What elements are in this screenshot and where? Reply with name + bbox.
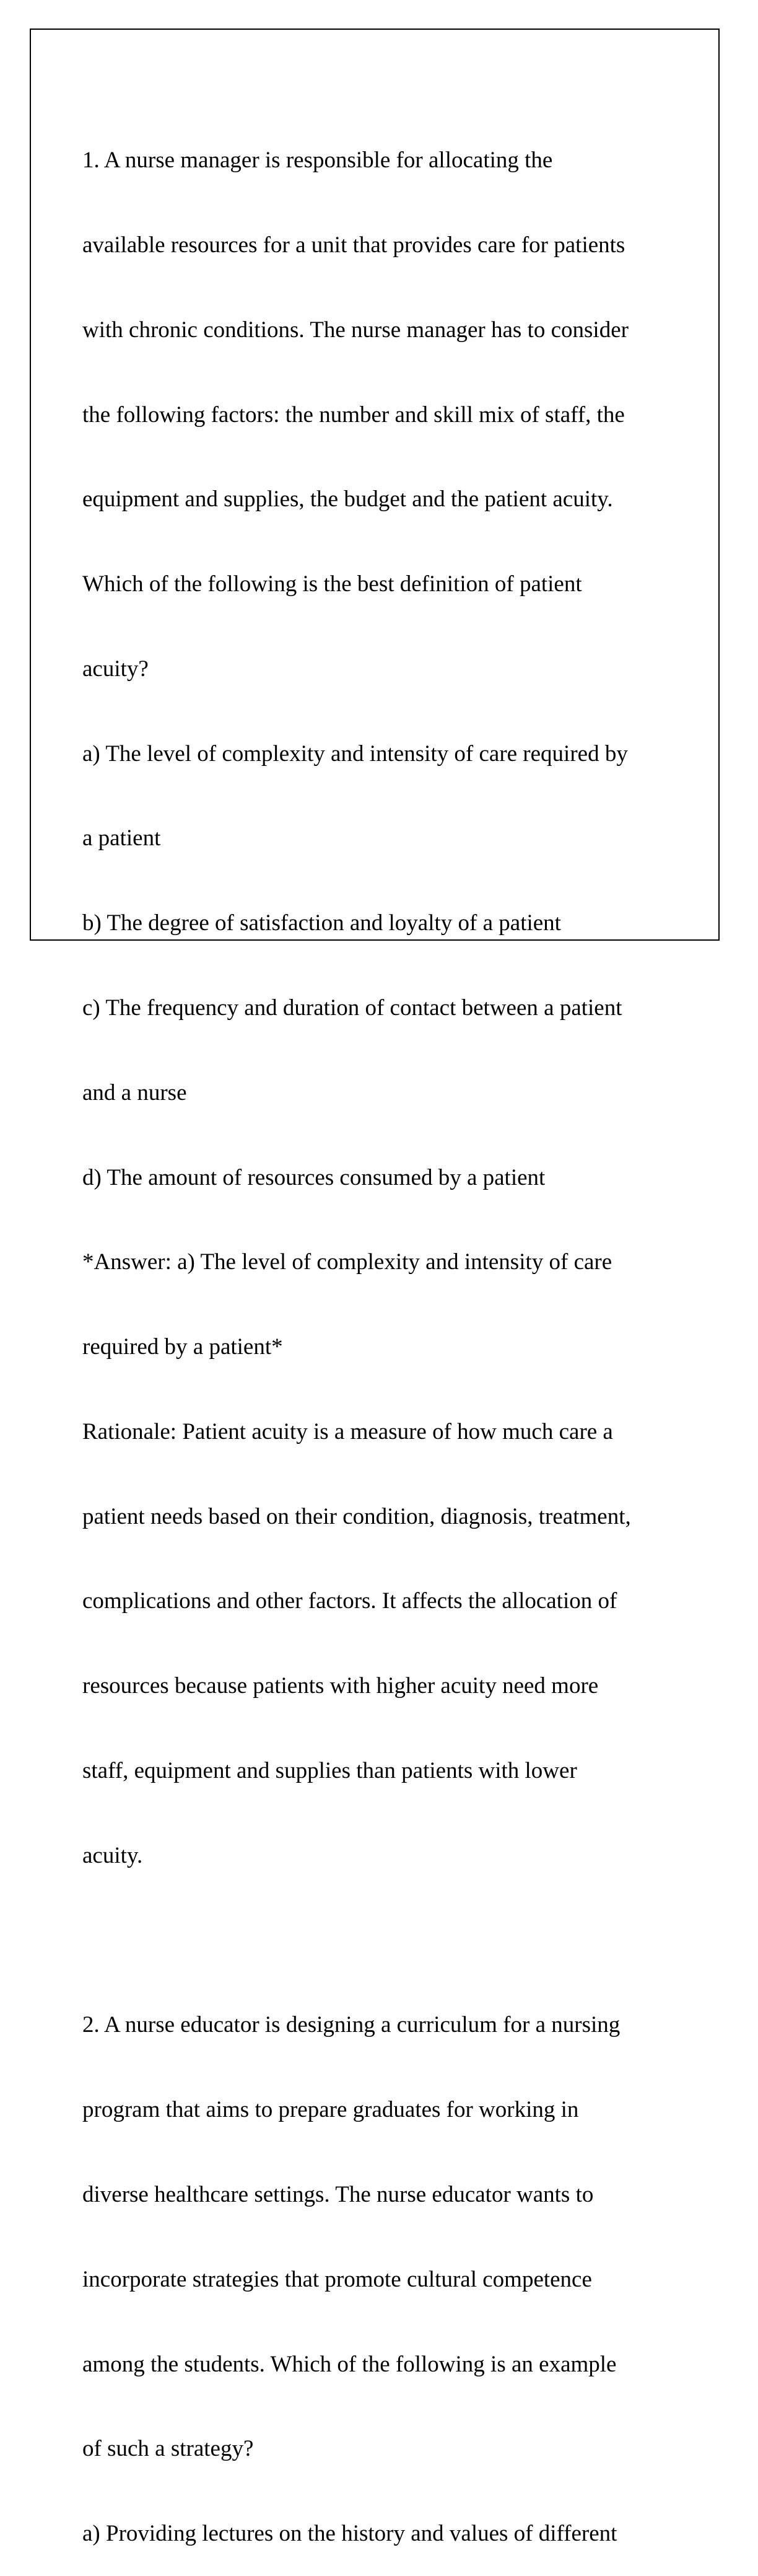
question-1-rationale: complications and other factors. It affects the allocation of	[82, 1588, 617, 1614]
question-1-stem-line: available resources for a unit that provides care for patients	[82, 232, 625, 258]
question-2-stem-line: diverse healthcare settings. The nurse educator wants to	[82, 2181, 594, 2207]
question-1-answer: required by a patient*	[82, 1334, 283, 1360]
question-1-option-a: a patient	[82, 825, 161, 851]
question-2-stem-line: 2. A nurse educator is designing a curriculum for a nursing	[82, 2012, 621, 2038]
question-1-stem-line: with chronic conditions. The nurse manager has to consider	[82, 317, 629, 343]
question-2-stem-line: incorporate strategies that promote cultural competence	[82, 2266, 592, 2292]
question-1-option-b: b) The degree of satisfaction and loyalty of a patient	[82, 910, 561, 936]
question-1-rationale: Rationale: Patient acuity is a measure of how much care a	[82, 1418, 613, 1444]
question-1-stem-line: Which of the following is the best definition of patient	[82, 571, 582, 597]
question-1-stem-line: acuity?	[82, 656, 149, 682]
question-1-option-a: a) The level of complexity and intensity of care required by	[82, 741, 628, 767]
question-1-option-c: and a nurse	[82, 1079, 187, 1106]
question-1-stem-line: equipment and supplies, the budget and the patient acuity.	[82, 486, 613, 512]
question-2-stem-line: among the students. Which of the following is an example	[82, 2351, 617, 2377]
question-2-stem-line: of such a strategy?	[82, 2436, 254, 2462]
document-text	[82, 90, 708, 2576]
question-1-stem-line: the following factors: the number and skill mix of staff, the	[82, 402, 625, 428]
question-1-option-c: c) The frequency and duration of contact between a patient	[82, 995, 622, 1021]
question-2-stem-line: program that aims to prepare graduates for working in	[82, 2097, 579, 2123]
question-1-rationale: staff, equipment and supplies than patients with lower	[82, 1758, 577, 1784]
question-1-rationale: patient needs based on their condition, diagnosis, treatment,	[82, 1503, 631, 1529]
blank-line	[82, 1927, 708, 1955]
question-1-rationale: resources because patients with higher acuity need more	[82, 1673, 599, 1699]
question-1-answer: *Answer: a) The level of complexity and intensity of care	[82, 1249, 612, 1275]
question-1-stem-line: 1. A nurse manager is responsible for allocating the	[82, 147, 553, 174]
question-2-option-a: a) Providing lectures on the history and values of different	[82, 2521, 617, 2547]
question-1-option-d: d) The amount of resources consumed by a patient	[82, 1164, 546, 1190]
question-1-rationale: acuity.	[82, 1842, 143, 1868]
